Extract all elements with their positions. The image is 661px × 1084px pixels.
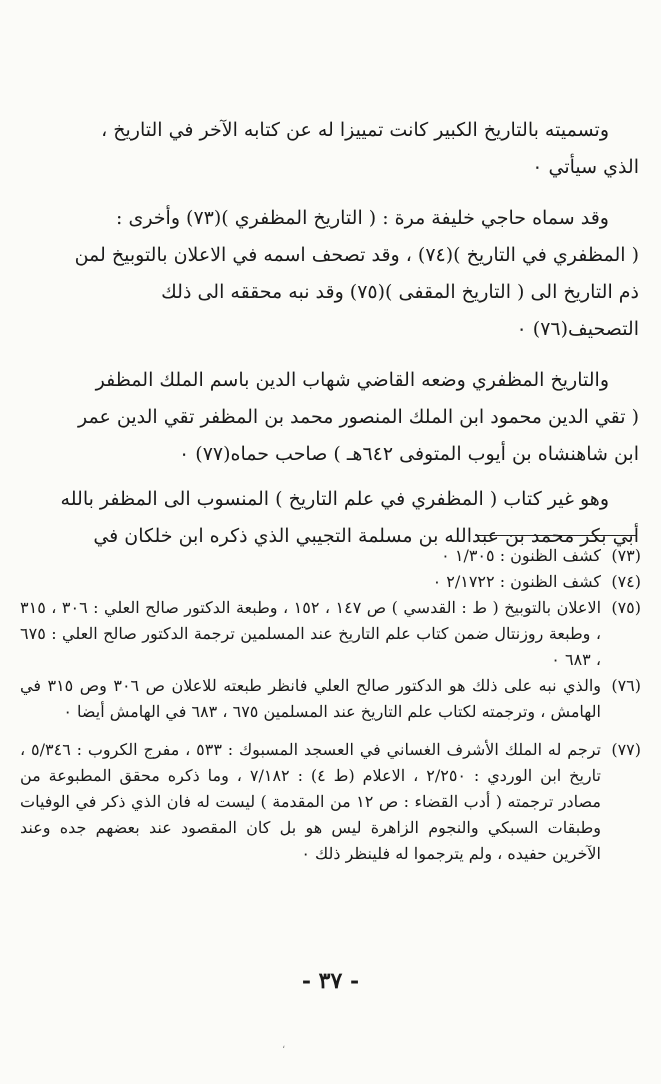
- paragraph-line: التصحيف(٧٦) ٠: [516, 318, 639, 340]
- footnote-text: الاعلان بالتوبيخ ( ط : القدسي ) ص ١٤٧ ، ١٥٢ ، وطبعة الدكتور صالح العلي : ٣٠٦ ، ٣١٥ ، وطبعة روزنتال ضمن كتاب علم التاريخ عند المسلمين ترجمة الدكتور صالح العلي : ٦٧٥ ، ٦٨٣ ٠: [20, 598, 602, 669]
- footnotes: [20, 543, 641, 867]
- paragraph-line: وقد سماه حاجي خليفة مرة : ( التاريخ المظفري )(٧٣) وأخرى :: [116, 207, 609, 229]
- footnote-text: والذي نبه على ذلك هو الدكتور صالح العلي فانظر طبعته للاعلان ص ٣٠٦ وص ٣١٥ في الهامش ، وترجمته لكتاب علم التاريخ عند المسلمين ٦٧٥ ، ٦٨٣ في الهامش أيضا ٠: [20, 676, 601, 721]
- footnote-text: كشف الظنون : ٢/١٧٢٢ ٠: [432, 572, 601, 591]
- paragraph-line: الذي سيأتي ٠: [532, 156, 639, 178]
- footnote-number: (٧٣): [611, 546, 641, 565]
- footnote-item: [20, 737, 641, 867]
- paragraph-line: ابن شاهنشاه بن أيوب المتوفى ٦٤٢هـ ) صاحب حماه(٧٧) ٠: [179, 443, 639, 465]
- footnote-text: كشف الظنون : ١/٣٠٥ ٠: [441, 546, 601, 565]
- paragraph-line: وهو غير كتاب ( المظفري في علم التاريخ ) المنسوب الى المظفر بالله: [60, 488, 609, 510]
- footnote-number: (٧٥): [611, 598, 641, 617]
- footnote-item: [20, 595, 641, 673]
- footnote-number: (٧٦): [611, 676, 641, 695]
- paragraph-line: والتاريخ المظفري وضعه القاضي شهاب الدين باسم الملك المظفر: [95, 369, 609, 391]
- footnote-separator: [475, 535, 637, 536]
- paragraph-line: أبي بكر محمد بن عبدالله بن مسلمة التجيبي الذي ذكره ابن خلكان في: [93, 525, 639, 547]
- paragraph-line: ( المظفري في التاريخ )(٧٤) ، وقد تصحف اسمه في الاعلان بالتوبيخ لمن: [74, 244, 639, 266]
- main-text: [20, 112, 639, 555]
- footnote-number: (٧٧): [611, 740, 641, 759]
- footnote-number: (٧٤): [611, 572, 641, 591]
- footnote-item: [20, 543, 641, 569]
- footnote-text: ترجم له الملك الأشرف الغساني في العسجد المسبوك : ٥٣٣ ، مفرج الكروب : ٥/٣٤٦ ، تاريخ ابن الوردي : ٢/٢٥٠ ، الاعلام (ط ٤) : ٧/١٨٢ ، وما ذكره محقق المطبوعة من مصادر ترجمته ( أدب القضاء : ص ١٢ من المقدمة ) ليست له فان الذي ذكر في الوفيات وطبقات السبكي والنجوم الزاهرة ليس هو بل كان المقصود عند بعضهم جده وعند الآخرين حفيده ، ولم يترجموا له فلينظر ذلك ٠: [20, 740, 602, 863]
- footnote-item: [20, 569, 641, 595]
- paragraph-line: ( تقي الدين محمود ابن الملك المنصور محمد بن المظفر تقي الدين عمر: [78, 406, 639, 428]
- footnote-item: [20, 673, 641, 725]
- paragraph-line: وتسميته بالتاريخ الكبير كانت تمييزا له عن كتابه الآخر في التاريخ ،: [101, 119, 609, 141]
- page-number: - ٣٧ -: [301, 968, 360, 994]
- stray-mark: ،: [282, 1040, 286, 1051]
- paragraph-line: ذم التاريخ الى ( التاريخ المقفى )(٧٥) وقد نبه محققه الى ذلك: [161, 281, 639, 303]
